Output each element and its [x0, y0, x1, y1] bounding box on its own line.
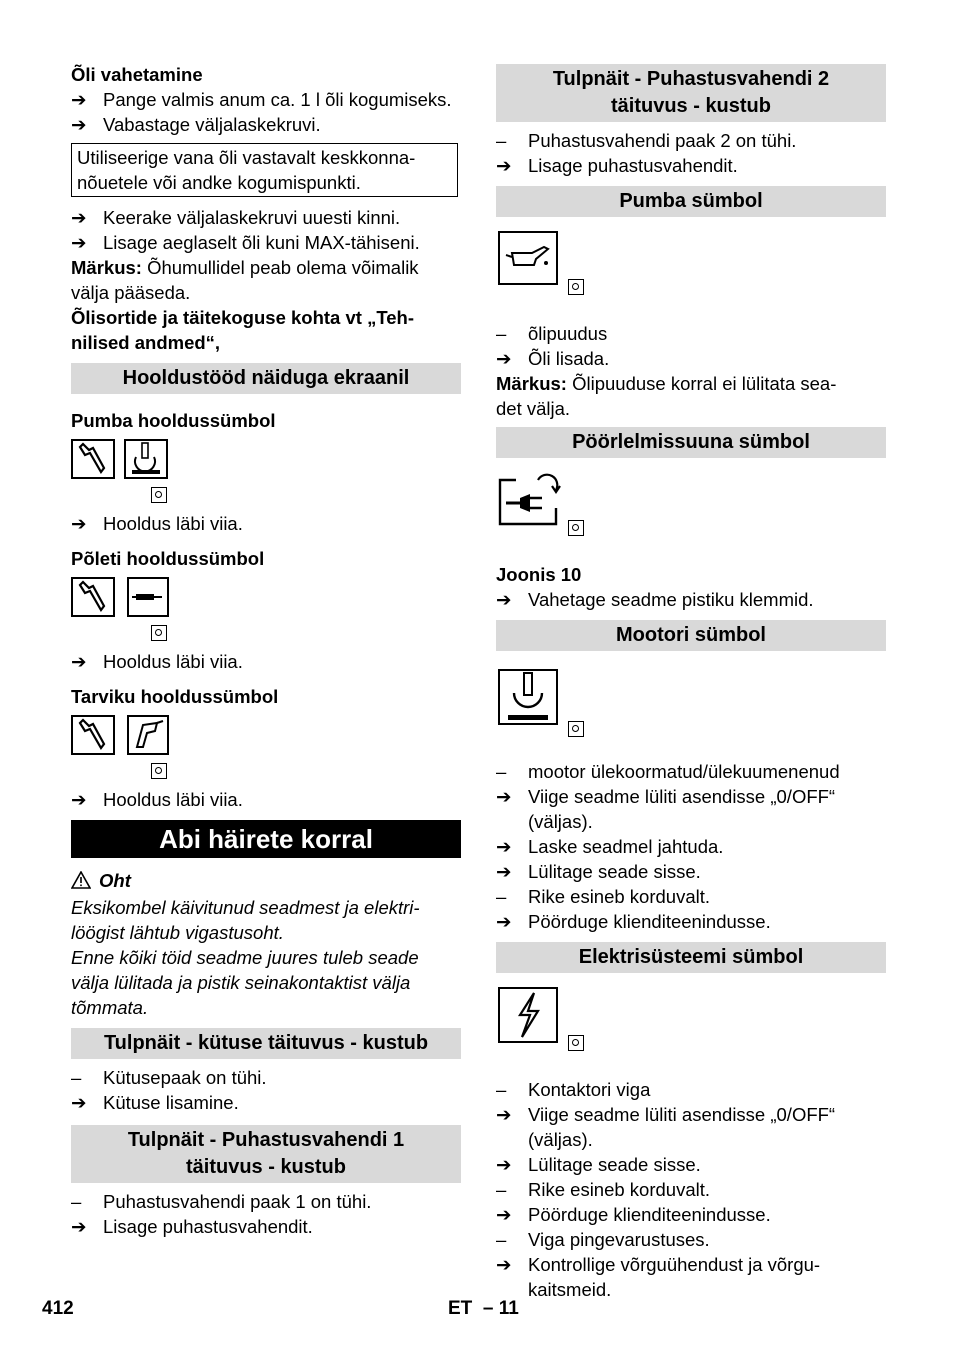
figure-label: Joonis 10 [496, 564, 582, 585]
electric-symbol-row [496, 987, 886, 1075]
accessory-maintenance-heading: Tarviku hooldussümbol [71, 686, 279, 707]
troubleshooting-title: Abi häirete korral [71, 820, 461, 858]
plug-rotation-icon [498, 472, 564, 530]
display-symbol-icon [568, 279, 584, 295]
section-detergent-2: Tulpnäit - Puhastusvahendi 2 täituvus - kustub [496, 64, 886, 122]
pump-note: Märkus: Õlipuuduse korral ei lülitata sea- [496, 373, 837, 394]
list-item: ➔ Hooldus läbi viia. [71, 789, 243, 810]
list-item-continuation: kaitsmeid. [528, 1279, 612, 1300]
display-symbol-icon [151, 763, 167, 779]
danger-text: Eksikombel käivitunud seadmest ja elektri- löögist lähtub vigastusoht. Enne kõiki töid seadme juures tuleb seade välja lülitada ja pistik seinakontaktist välja tõmmata. [71, 897, 420, 1018]
arrow-icon: ➔ [496, 589, 512, 610]
arrow-icon: ➔ [496, 836, 512, 857]
wrench-icon [71, 715, 115, 755]
arrow-icon: ➔ [496, 1254, 512, 1275]
arrow-icon: ➔ [496, 786, 512, 807]
oil-change-heading: Õli vahetamine [71, 64, 203, 85]
list-item: ➔ Lisage puhastusvahendit. [496, 155, 738, 176]
list-item: ➔ Vabastage väljalaskekruvi. [71, 114, 321, 135]
list-item: ➔ Hooldus läbi viia. [71, 651, 243, 672]
arrow-icon: ➔ [71, 232, 87, 253]
display-symbol-icon [151, 487, 167, 503]
burner-maintenance-symbols [71, 577, 461, 647]
accessory-maintenance-symbols [71, 715, 461, 785]
list-item: ➔ Kütuse lisamine. [71, 1092, 239, 1113]
list-item: ➔ Laske seadmel jahtuda. [496, 836, 724, 857]
section-electric-symbol: Elektrisüsteemi sümbol [496, 942, 886, 973]
arrow-icon: ➔ [496, 348, 512, 369]
warning-triangle-icon [71, 871, 91, 889]
list-item: ➔ Viige seadme lüliti asendisse „0/OFF“ [496, 1104, 836, 1125]
list-item: – Puhastusvahendi paak 1 on tühi. [71, 1191, 372, 1212]
arrow-icon: ➔ [71, 513, 87, 534]
list-item: – Kontaktori viga [496, 1079, 651, 1100]
arrow-icon: ➔ [71, 89, 87, 110]
motor-temperature-icon [124, 439, 168, 479]
list-item-continuation: (väljas). [528, 1129, 593, 1150]
list-item: ➔ Lisage puhastusvahendit. [71, 1216, 313, 1237]
display-symbol-icon [568, 520, 584, 536]
list-item-continuation: (väljas). [528, 811, 593, 832]
environment-note-box: Utiliseerige vana õli vastavalt keskkonna- nõuetele või andke kogumispunkti. [71, 143, 458, 197]
left-column: Õli vahetamine ➔ Pange valmis anum ca. 1 l õli kogumiseks. ➔ Vabastage väljalaskekruvi. Utiliseerige vana õli vastavalt keskkonna- nõuetele või andke kogumispunkti. ➔ Keerake väljalaskekruvi uuesti kinni. ➔ Lisage aeglaselt õli kuni MAX-tähiseni. Märkus: Õhumullidel peab olema võimalik välja pääseda. Õlisortide ja täitekoguse kohta vt „Teh- nilised andmed“, Hooldustööd näiduga ekraanil Pumba hooldussümbol ➔ Hooldus läbi viia. Põleti hooldussümbol ➔ Hooldus läbi viia. Tarviku hooldussümbol ➔ Hooldus läbi viia. Abi häirete korral Oht Eksikombel käivitunud seadmest ja elektri- löögist lähtub vigastusoht. Enne kõiki töid seadme juures tuleb seade välja lülitada ja pistik seinakontaktist välja tõmmata. Tulpnäit - kütuse täituvus - kustub – Kütusepaak on tühi. ➔ Kütuse lisamine. Tulpnäit - Puhastusvahendi 1 täituvus - kustub – Puhastusvahendi paak 1 on tühi. ➔ Lisage puhastusvahendit. [71, 62, 461, 1239]
page-number: 412 [42, 1298, 74, 1319]
list-item: – mootor ülekoormatud/ülekuumenenud [496, 761, 840, 782]
list-item: ➔ Õli lisada. [496, 348, 610, 369]
rotation-symbol-row [496, 472, 886, 560]
pump-maintenance-heading: Pumba hooldussümbol [71, 410, 276, 431]
list-item: ➔ Keerake väljalaskekruvi uuesti kinni. [71, 207, 401, 228]
list-item: ➔ Pange valmis anum ca. 1 l õli kogumiseks. [71, 89, 452, 110]
section-fuel: Tulpnäit - kütuse täituvus - kustub [71, 1028, 461, 1059]
wrench-icon [71, 439, 115, 479]
list-item: ➔ Vahetage seadme pistiku klemmid. [496, 589, 814, 610]
oil-types-note: Õlisortide ja täitekoguse kohta vt „Teh- nilised andmed“, [71, 307, 414, 353]
section-maintenance-display: Hooldustööd näiduga ekraanil [71, 363, 461, 394]
list-item: – Rike esineb korduvalt. [496, 886, 711, 907]
arrow-icon: ➔ [496, 155, 512, 176]
list-item: ➔ Pöörduge klienditeenindusse. [496, 1204, 771, 1225]
list-item: ➔ Lülitage seade sisse. [496, 1154, 701, 1175]
motor-symbol-row [496, 669, 886, 757]
oil-can-icon [498, 231, 558, 285]
arrow-icon: ➔ [496, 911, 512, 932]
note: Märkus: Õhumullidel peab olema võimalik [71, 257, 419, 278]
danger-heading: Oht [71, 868, 461, 893]
arrow-icon: ➔ [71, 1216, 87, 1237]
arrow-icon: ➔ [71, 207, 87, 228]
display-symbol-icon [568, 721, 584, 737]
burner-icon [127, 577, 169, 617]
burner-maintenance-heading: Põleti hooldussümbol [71, 548, 265, 569]
pump-symbol-row [496, 231, 886, 319]
list-item: ➔ Lülitage seade sisse. [496, 861, 701, 882]
lightning-icon [498, 987, 558, 1043]
pump-maintenance-symbols [71, 439, 461, 509]
list-item: ➔ Hooldus läbi viia. [71, 513, 243, 534]
display-symbol-icon [151, 625, 167, 641]
arrow-icon: ➔ [71, 651, 87, 672]
list-item: – Kütusepaak on tühi. [71, 1067, 267, 1088]
arrow-icon: ➔ [496, 1204, 512, 1225]
footer-language: ET – 11 [448, 1298, 519, 1319]
motor-temperature-icon [498, 669, 558, 725]
arrow-icon: ➔ [71, 789, 87, 810]
list-item: ➔ Kontrollige võrguühendust ja võrgu- [496, 1254, 821, 1275]
wrench-icon [71, 577, 115, 617]
list-item: ➔ Viige seadme lüliti asendisse „0/OFF“ [496, 786, 836, 807]
list-item: ➔ Lisage aeglaselt õli kuni MAX-tähiseni. [71, 232, 420, 253]
arrow-icon: ➔ [71, 114, 87, 135]
arrow-icon: ➔ [496, 1154, 512, 1175]
section-pump-symbol: Pumba sümbol [496, 186, 886, 217]
section-detergent-1: Tulpnäit - Puhastusvahendi 1 täituvus - kustub [71, 1125, 461, 1183]
list-item: – Puhastusvahendi paak 2 on tühi. [496, 130, 797, 151]
list-item: – Rike esineb korduvalt. [496, 1179, 711, 1200]
section-motor-symbol: Mootori sümbol [496, 620, 886, 651]
list-item: – õlipuudus [496, 323, 608, 344]
list-item: – Viga pingevarustuses. [496, 1229, 710, 1250]
arrow-icon: ➔ [71, 1092, 87, 1113]
spray-gun-icon [127, 715, 169, 755]
right-column: Tulpnäit - Puhastusvahendi 2 täituvus - kustub – Puhastusvahendi paak 2 on tühi. ➔ Lisage puhastusvahendit. Pumba sümbol – õlipuudus ➔ Õli lisada. Märkus: Õlipuuduse korral ei lülitata sea- det välja. Pöörlelmissuuna sümbol Joonis 10 ➔ Vahetage seadme pistiku klemmid. Mootori sümbol – mootor ülekoormatud/ülekuumenenud ➔ Viige seadme lüliti asendisse „0/OFF“ (väljas). ➔ Laske seadmel jahtuda. ➔ Lülitage seade sisse. – Rike esineb korduvalt. ➔ Pöörduge klienditeenindusse. Elektrisüsteemi sümbol – Kontaktori viga ➔ Viige seadme lüliti asendisse „0/OFF“ (väljas). ➔ Lülitage seade sisse. – Rike esineb korduvalt. ➔ Pöörduge klienditeenindusse. – Viga pingevarustuses. ➔ Kontrollige võrguühendust ja võrgu- kaitsmeid. [496, 62, 886, 1302]
list-item: ➔ Pöörduge klienditeenindusse. [496, 911, 771, 932]
display-symbol-icon [568, 1035, 584, 1051]
arrow-icon: ➔ [496, 1104, 512, 1125]
section-rotation-symbol: Pöörlelmissuuna sümbol [496, 427, 886, 458]
arrow-icon: ➔ [496, 861, 512, 882]
